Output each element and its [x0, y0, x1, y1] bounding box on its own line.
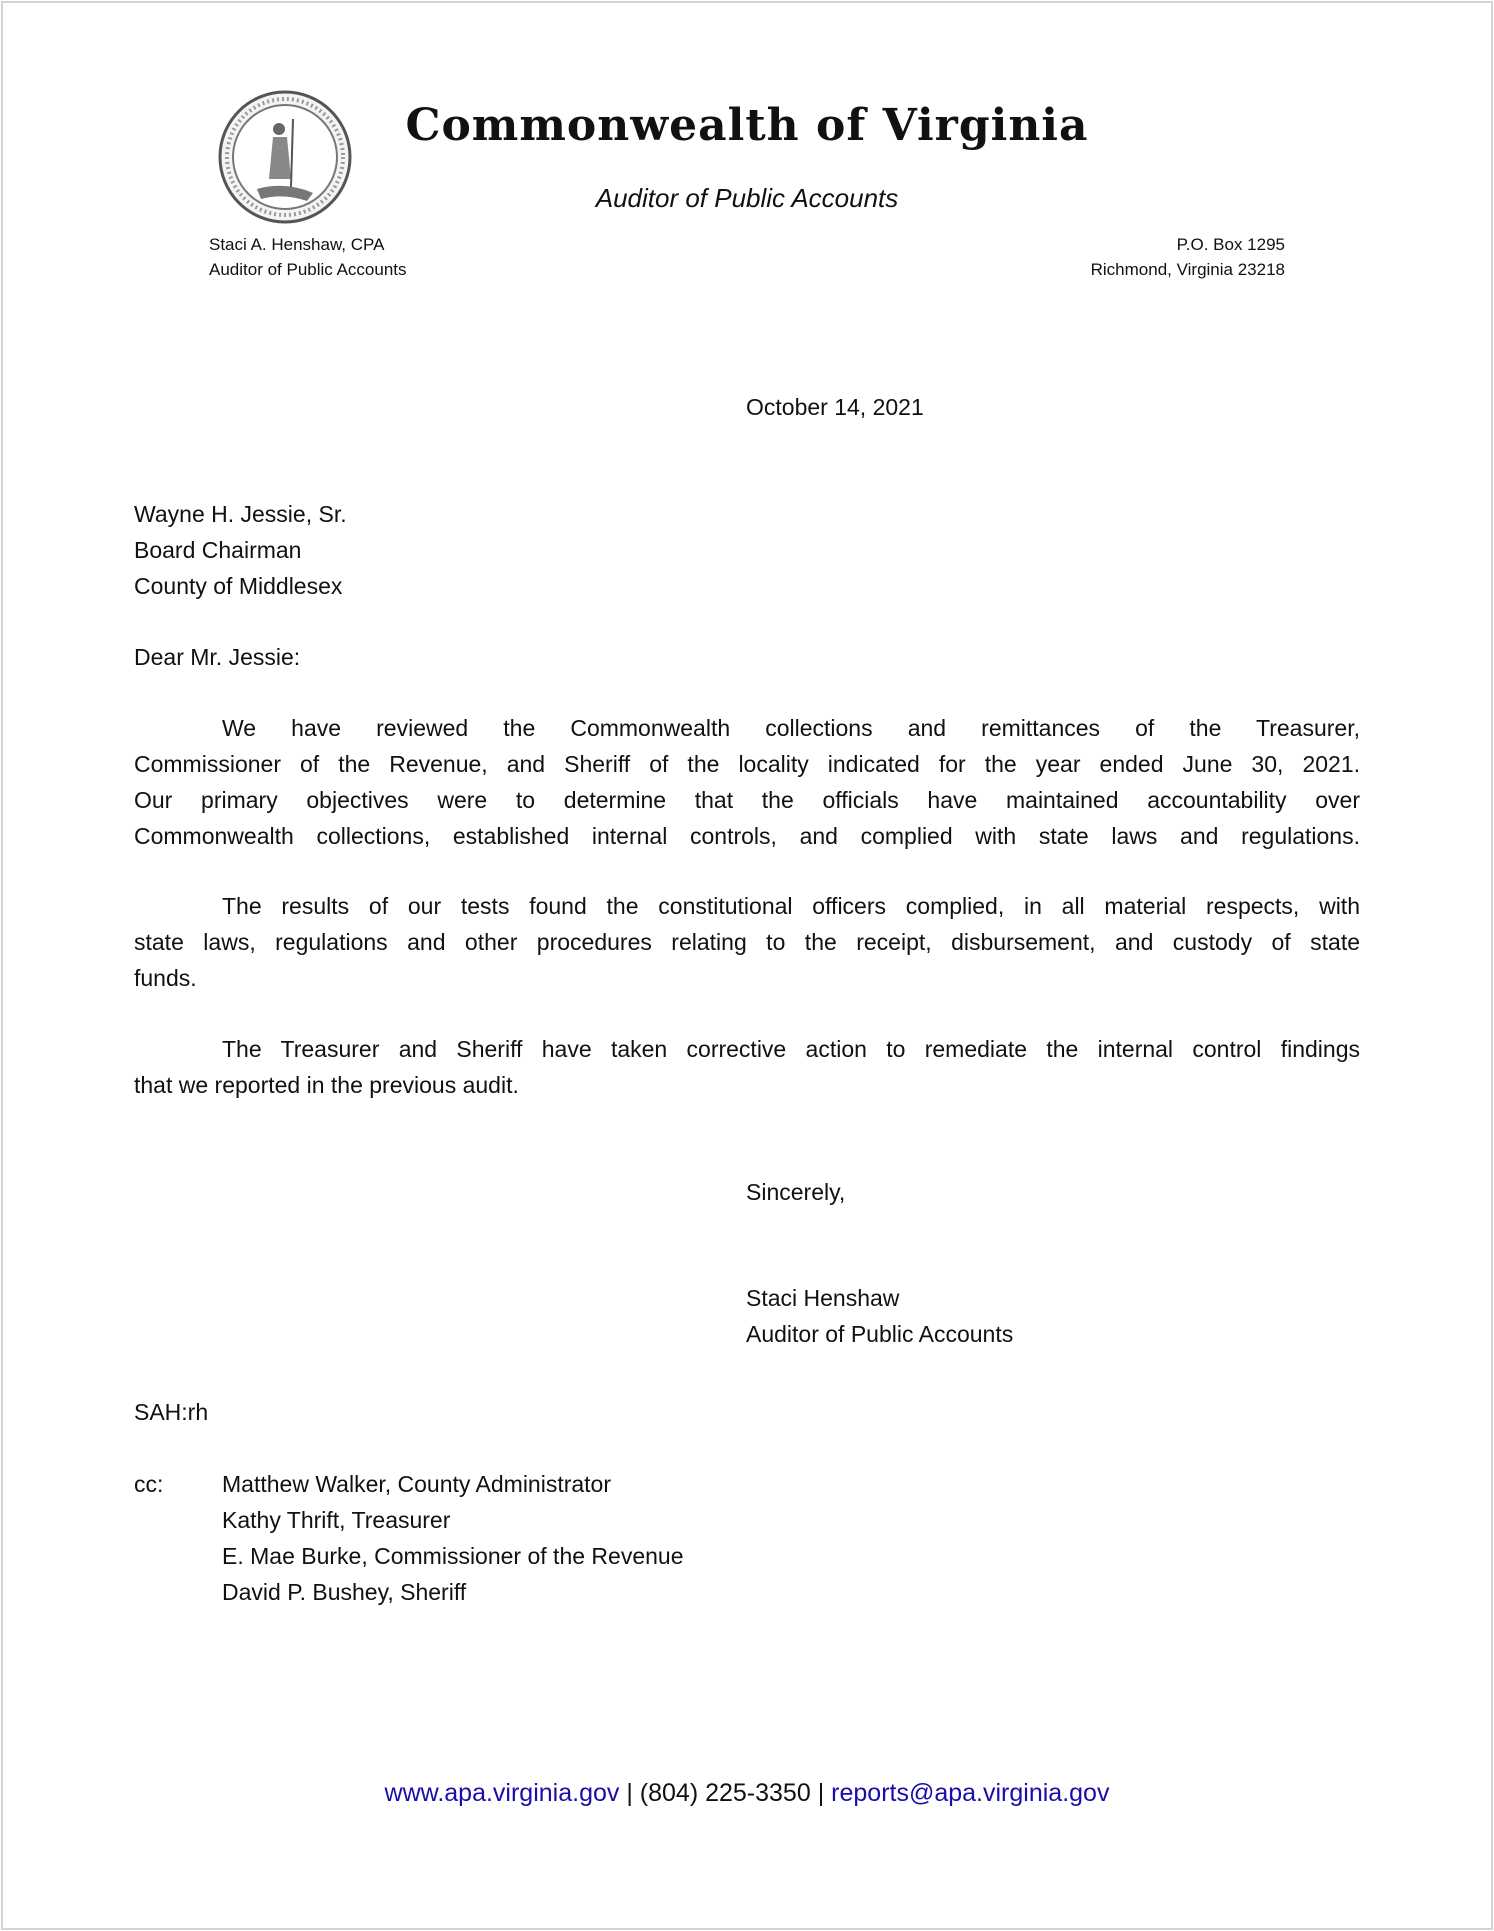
address-block [1091, 232, 1285, 282]
recipient-block [134, 496, 347, 604]
paragraph-3 [134, 1031, 1360, 1103]
paragraph-2 [134, 888, 1360, 996]
paragraph-1 [134, 710, 1360, 854]
letterhead-subtitle: Auditor of Public Accounts [595, 183, 899, 213]
salutation: Dear Mr. Jessie: [134, 644, 301, 670]
signer-title: Auditor of Public Accounts [746, 1321, 1014, 1347]
signer-name: Staci Henshaw [746, 1285, 900, 1311]
cc-item: Matthew Walker, County Administrator [222, 1471, 612, 1497]
auditor-name: Staci A. Henshaw, CPA [209, 235, 385, 254]
auditor-title: Auditor of Public Accounts [209, 260, 407, 279]
separator: | [817, 1779, 825, 1807]
city-state: Richmond, Virginia 23218 [1090, 260, 1285, 279]
paragraph-line: that we reported in the previous audit. [134, 1072, 519, 1098]
signature-block [746, 1280, 1013, 1352]
paragraph-line: The results of our tests found the constitutional officers complied, in all material respects, with [222, 893, 1360, 919]
letterhead-title: Commonwealth of Virginia [405, 100, 1089, 151]
paragraph-line: Our primary objectives were to determine that the officials have maintained accountability over [134, 787, 1360, 813]
auditor-block [209, 232, 407, 282]
paragraph-line: state laws, regulations and other procedures relating to the receipt, disbursement, and custody of state [134, 929, 1360, 955]
cc-item: David P. Bushey, Sheriff [222, 1579, 467, 1605]
recipient-name: Wayne H. Jessie, Sr. [134, 501, 347, 527]
recipient-title: Board Chairman [134, 537, 302, 563]
paragraph-line: Commonwealth collections, established internal controls, and complied with state laws and regulations. [134, 823, 1360, 849]
paragraph-line: The Treasurer and Sheriff have taken corrective action to remediate the internal control findings [222, 1036, 1360, 1062]
recipient-organization: County of Middlesex [134, 573, 343, 599]
phone-number: (804) 225-3350 [639, 1779, 811, 1807]
paragraph-line: Commissioner of the Revenue, and Sheriff of the locality indicated for the year ended June 30, 2021. [134, 751, 1360, 777]
letter-date: October 14, 2021 [746, 394, 924, 420]
email-link[interactable]: reports@apa.virginia.gov [831, 1779, 1110, 1807]
footer [0, 1779, 1494, 1808]
paragraph-line: We have reviewed the Commonwealth collections and remittances of the Treasurer, [222, 715, 1360, 741]
cc-item: E. Mae Burke, Commissioner of the Revenue [222, 1543, 684, 1569]
closing: Sincerely, [746, 1179, 846, 1205]
paragraph-line: funds. [134, 965, 197, 991]
separator: | [626, 1779, 633, 1807]
cc-item: Kathy Thrift, Treasurer [222, 1507, 451, 1533]
cc-label: cc: [134, 1471, 164, 1497]
initials: SAH:rh [134, 1399, 209, 1425]
cc-list [222, 1466, 683, 1610]
po-box: P.O. Box 1295 [1176, 235, 1285, 254]
website-link[interactable]: www.apa.virginia.gov [384, 1779, 620, 1807]
